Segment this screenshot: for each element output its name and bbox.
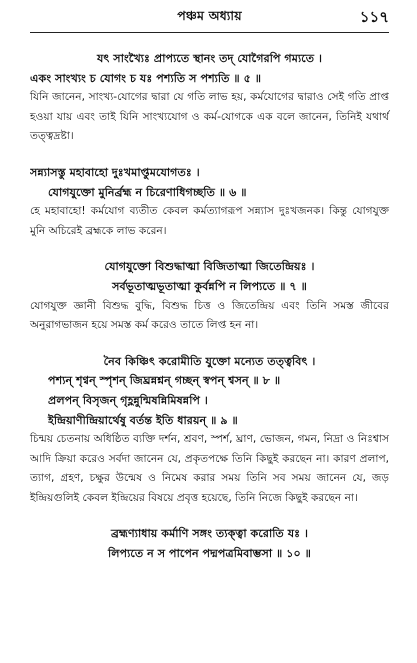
verse-line: সন্ন্যাসস্তু মহাবাহো দুঃখমাপ্তুমযোগতঃ ।: [30, 165, 200, 179]
verse-line: লিপ্যতে ন স পাপেন পদ্মপত্রমিবাম্ভসা ॥ ১০ ॥: [108, 547, 311, 561]
verse-line: যোগযুক্তো মুনির্ব্রহ্ম ন চিরেণাধিগচ্ছতি ॥ ৬ ॥: [48, 185, 247, 199]
chapter-title: পঞ্চম অধ্যায়: [177, 8, 242, 23]
verse-line: পশ্যন্ শৃণ্বন্ স্পৃশন্ জিঘ্রন্নশ্নন্ গচ্ছন্ স্বপন্ শ্বসন্ ॥ ৮ ॥: [48, 374, 281, 388]
translation-5: যিনি জানেন, সাংখ্য-যোগের দ্বারা যে গতি লাভ হয়, কর্মযোগের দ্বারাও সেই গতি প্রাপ্ত হওয়া যায় এবং তাই যিনি সাংখ্যযোগ ও কর্ম-যোগকে এক বলে জানেন, তিনিই যথার্থ তত্ত্বদ্রষ্টা।: [30, 91, 389, 143]
translation-8-9: চিন্ময় চেতনায় অধিষ্ঠিত ব্যক্তি দর্শন, শ্রবণ, স্পর্শ, ঘ্রাণ, ভোজন, গমন, নিদ্রা ও নিঃশ্বাস আদি ক্রিয়া করেও সর্বদা জানেন যে, প্রকৃতপক্ষে তিনি কিছুই করছেন না। কারণ প্রলাপ, ত্যাগ, গ্রহণ, চক্ষুর উন্মেষ ও নিমেষ করার সময় তিনি সব সময় জানেন যে, জড় ইন্দ্রিয়গুলিই কেবল ইন্দ্রিয়ের বিষয়ে প্রবৃত্ত হয়েছে, তিনি নিজে কিছুই করছেন না।: [30, 433, 389, 504]
verse-8-9: [30, 352, 389, 430]
translation-6: হে মহাবাহো! কর্মযোগ ব্যতীত কেবল কর্মত্যাগরূপ সন্ন্যাস দুঃখজনক। কিন্তু যোগযুক্ত মুনি অচিরেই ব্রহ্মকে লাভ করেন।: [30, 205, 389, 237]
verse-5: [30, 49, 389, 88]
verse-10: [30, 524, 389, 563]
page-header: [30, 6, 389, 33]
verse-line: যৎ সাংখ্যৈঃ প্রাপ্যতে স্থানং তদ্ যোগৈরপি গম্যতে ।: [96, 52, 323, 65]
verse-line: সর্বভূতাত্মভূতাত্মা কুর্বন্নপি ন লিপ্যতে ॥ ৭ ॥: [112, 279, 307, 293]
verse-7: [30, 257, 389, 296]
translation-7: যোগযুক্ত জ্ঞানী বিশুদ্ধ বুদ্ধি, বিশুদ্ধ চিত্ত ও জিতেন্দ্রিয় এবং তিনি সমস্ত জীবের অনুরাগভাজন হয়ে সমস্ত কর্ম করেও তাতে লিপ্ত হন না।: [30, 299, 389, 332]
verse-6: [30, 163, 389, 202]
verse-line: একং সাংখ্যং চ যোগং চ যঃ পশ্যতি স পশ্যতি ॥ ৫ ॥: [30, 71, 262, 85]
verse-line: প্রলপন্ বিসৃজন্ গৃহ্ণন্নুন্মিষন্নিমিষন্নপি ।: [48, 393, 208, 407]
page-number: ১১৭: [359, 8, 389, 26]
verse-line: নৈব কিঞ্চিৎ করোমীতি যুক্তো মন্যেত তত্ত্ববিৎ ।: [103, 354, 316, 368]
verse-line: যোগযুক্তো বিশুদ্ধাত্মা বিজিতাত্মা জিতেন্দ্রিয়ঃ ।: [104, 260, 315, 274]
verse-line: ব্রহ্মণ্যাধায় কর্মাণি সঙ্গং ত্যক্ত্বা করোতি যঃ ।: [110, 527, 309, 541]
verse-line: ইন্দ্রিয়াণীন্দ্রিয়ার্থেষু বর্তন্ত ইতি ধারয়ন্ ॥ ৯ ॥: [48, 413, 238, 427]
